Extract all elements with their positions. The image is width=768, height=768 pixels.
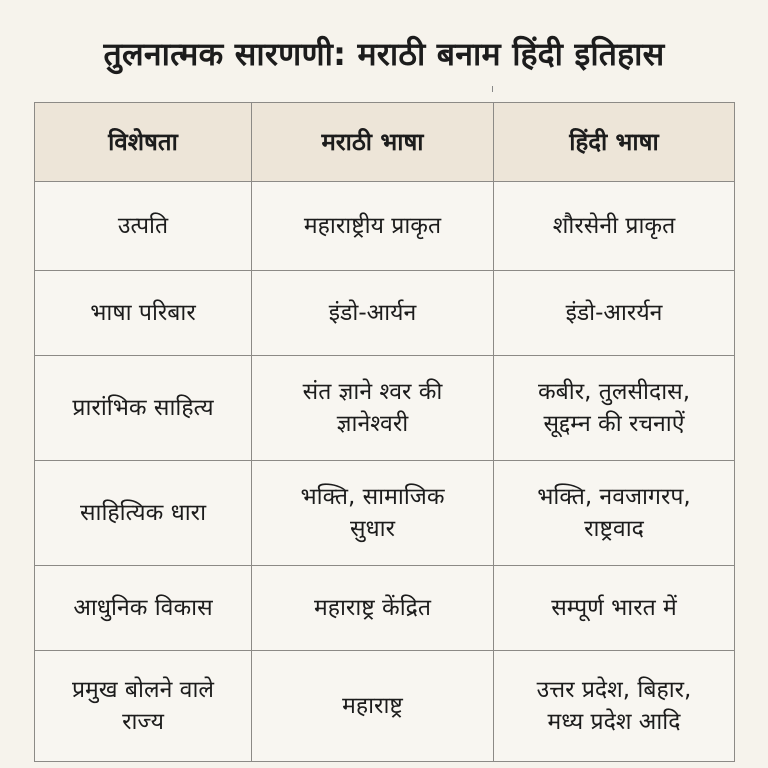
cell-text: सम्पूर्ण भारत में	[551, 595, 677, 621]
table-row	[35, 461, 735, 566]
hindi-cell	[494, 356, 735, 461]
header-hindi: हिंदी भाषा	[494, 103, 735, 182]
cell-text: मध्य प्रदेश आदि	[547, 709, 681, 735]
hindi-cell	[494, 651, 735, 762]
header-marathi: मराठी भाषा	[252, 103, 494, 182]
divider-tick	[492, 86, 493, 92]
page-title: तुलनात्मक सारणणी: मराठी बनाम हिंदी इतिहास	[103, 35, 665, 73]
cell-text: साहित्यिक धारा	[79, 500, 207, 526]
feature-cell	[35, 461, 252, 566]
marathi-cell	[252, 461, 494, 566]
table-row	[35, 566, 735, 651]
table-row	[35, 271, 735, 356]
feature-cell	[35, 651, 252, 762]
table-row	[35, 356, 735, 461]
marathi-cell	[252, 566, 494, 651]
cell-text: सुधार	[349, 516, 396, 542]
marathi-cell	[252, 356, 494, 461]
cell-text: कबीर, तुलसीदास,	[537, 379, 691, 405]
cell-text: इंडो-आरर्यन	[565, 300, 663, 326]
marathi-cell	[252, 651, 494, 762]
cell-text: महाराष्ट्र केंद्रित	[314, 595, 431, 621]
cell-text: उत्पति	[117, 213, 169, 239]
cell-text: महाराष्ट्रीय प्राकृत	[303, 213, 442, 239]
comparison-table	[34, 102, 735, 762]
cell-text: भक्ति, नवजागरप,	[537, 484, 691, 510]
cell-text: राज्य	[122, 709, 164, 735]
cell-text: प्रारांभिक साहित्य	[72, 395, 214, 421]
table-row	[35, 651, 735, 762]
table-header-row	[35, 103, 735, 182]
cell-text: महाराष्ट्र	[342, 693, 403, 719]
cell-text: भक्ति, सामाजिक	[300, 484, 445, 510]
hindi-cell	[494, 271, 735, 356]
cell-text: शौरसेनी प्राकृत	[552, 213, 676, 239]
cell-text: इंडो-आर्यन	[328, 300, 417, 326]
marathi-cell	[252, 271, 494, 356]
cell-text: भाषा परिबार	[90, 300, 196, 326]
cell-text: संत ज्ञाने श्वर की	[302, 379, 443, 405]
cell-text: ज्ञानेश्वरी	[336, 411, 409, 437]
hindi-cell	[494, 182, 735, 271]
hindi-cell	[494, 566, 735, 651]
cell-text: सूद्दम्न की रचनाऐं	[543, 411, 685, 437]
cell-text: प्रमुख बोलने वाले	[71, 677, 215, 703]
feature-cell	[35, 566, 252, 651]
cell-text: उत्तर प्रदेश, बिहार,	[536, 677, 692, 703]
feature-cell	[35, 182, 252, 271]
cell-text: आधुनिक विकास	[73, 595, 213, 621]
feature-cell	[35, 271, 252, 356]
feature-cell	[35, 356, 252, 461]
cell-text: राष्ट्रवाद	[584, 516, 644, 542]
marathi-cell	[252, 182, 494, 271]
hindi-cell	[494, 461, 735, 566]
table-row	[35, 182, 735, 271]
header-feature: विशेषता	[35, 103, 252, 182]
